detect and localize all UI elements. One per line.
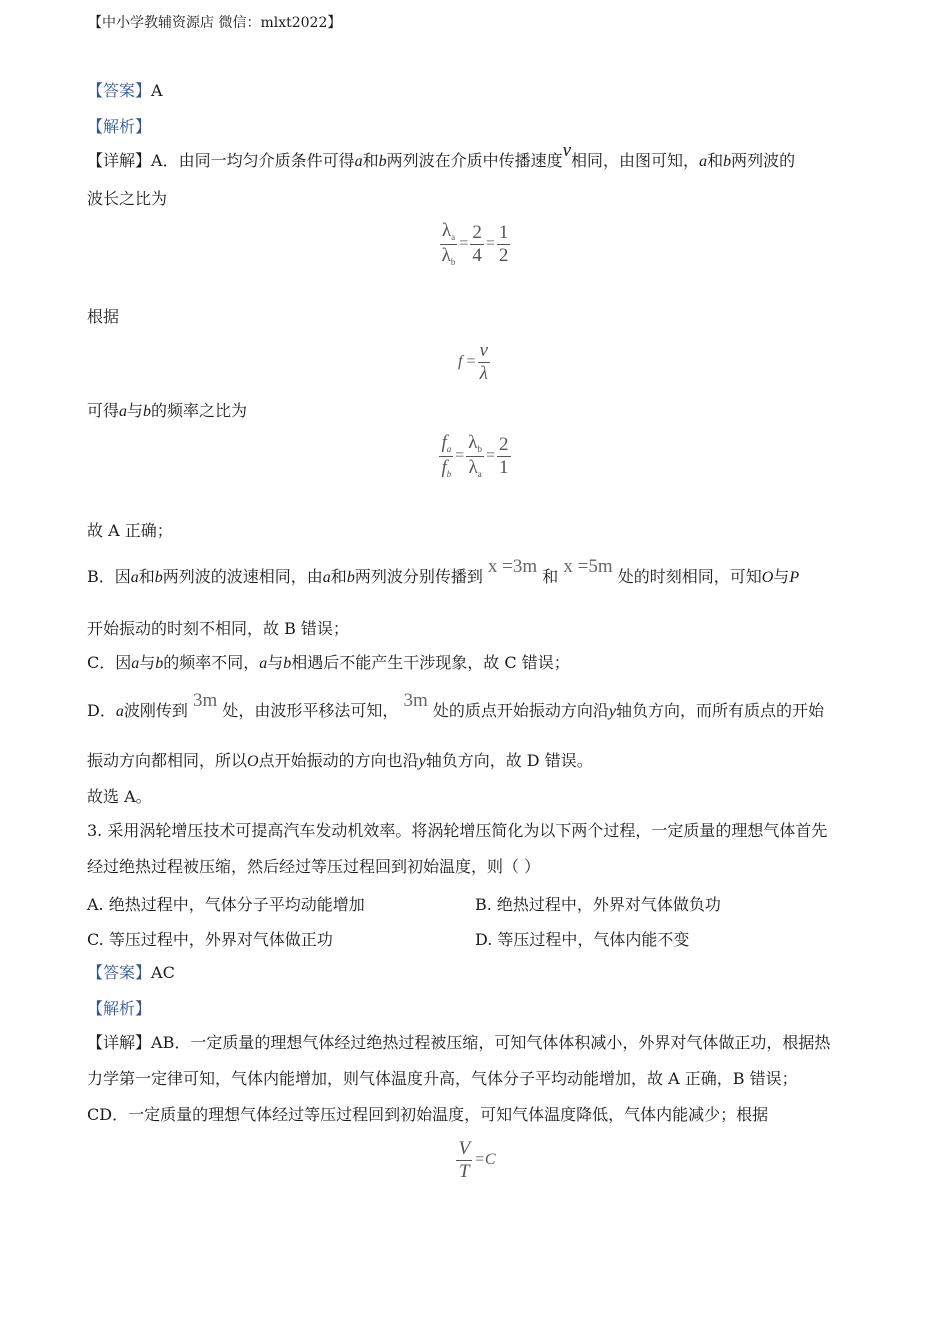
option-a: A. 绝热过程中，气体分子平均动能增加	[87, 895, 365, 914]
frequency-ratio-line: 可得a与b的频率之比为	[87, 401, 248, 420]
q3-analysis-tag: 【解析】	[87, 999, 152, 1018]
page-header: 【中小学教辅资源店 微信：mlxt2022】	[88, 15, 342, 31]
option-c: C. 等压过程中，外界对气体做正功	[87, 930, 333, 949]
detail-line-1: 【详解】A．由同一均匀介质条件可得a和b两列波在介质中传播速度v相同，由图可知，a和b两列波的	[87, 140, 796, 170]
q3-detail-line-1: 【详解】AB．一定质量的理想气体经过绝热过程被压缩，可知气体体积减小，外界对气体做正功，根据热	[87, 1033, 831, 1052]
analysis-tag: 【解析】	[87, 117, 152, 136]
q3-answer-line: 【答案】AC	[87, 963, 175, 982]
option-c-analysis-line: C．因a与b的频率不同，a与b相遇后不能产生干涉现象，故 C 错误；	[87, 653, 570, 672]
according-line: 根据	[87, 307, 120, 326]
option-d: D. 等压过程中，气体内能不变	[475, 930, 690, 949]
a-correct-line: 故 A 正确；	[87, 521, 173, 540]
question-3-stem-2: 经过绝热过程被压缩，然后经过等压过程回到初始温度，则（ ）	[87, 857, 541, 876]
answer-line	[87, 80, 163, 102]
q3-detail-line-2: 力学第一定律可知，气体内能增加，则气体温度升高，气体分子平均动能增加，故 A 正确，B 错误；	[87, 1069, 798, 1088]
option-b: B. 绝热过程中，外界对气体做负功	[475, 895, 721, 914]
equation-v-over-t: $\frac{V}{T}$ =C	[458, 1138, 496, 1182]
question-3-stem-1: 3. 采用涡轮增压技术可提高汽车发动机效率。将涡轮增压简化为以下两个过程，一定质量的理想气体首先	[87, 821, 828, 840]
equation-wavelength-ratio: $\frac{\lambda_a}{\lambda_b}$ = $\frac{2}{4}$ = $\frac{1}{2}$	[441, 220, 509, 267]
option-d-analysis-line-1: D．a波刚传到 3m 处，由波形平移法可知， 3m 处的质点开始振动方向沿y轴负方向，而所有质点的开始	[87, 690, 824, 720]
option-b-analysis-line-1: B．因a和b两列波的波速相同，由a和b两列波分别传播到 x =3m 和 x =5m 处的时刻相同，可知O与P	[87, 556, 800, 586]
equation-frequency-ratio: $\frac{f_a}{f_b}$ = $\frac{\lambda_b}{\lambda_a}$ = $\frac{2}{1}$	[441, 432, 509, 479]
option-b-analysis-line-2: 开始振动的时刻不相同，故 B 错误；	[87, 619, 349, 638]
option-d-analysis-line-2: 振动方向都相同，所以O点开始振动的方向也沿y轴负方向，故 D 错误。	[87, 751, 593, 770]
detail-line-2: 波长之比为	[87, 189, 168, 208]
q3-detail-line-3: CD．一定质量的理想气体经过等压过程回到初始温度，可知气体温度降低，气体内能减少；根据	[87, 1105, 769, 1124]
answer-value: A	[151, 81, 163, 100]
equation-frequency: f = $\frac{v}{\lambda}$	[458, 340, 488, 384]
answer-tag: 【答案】	[87, 81, 152, 100]
choose-line: 故选 A。	[87, 787, 152, 806]
